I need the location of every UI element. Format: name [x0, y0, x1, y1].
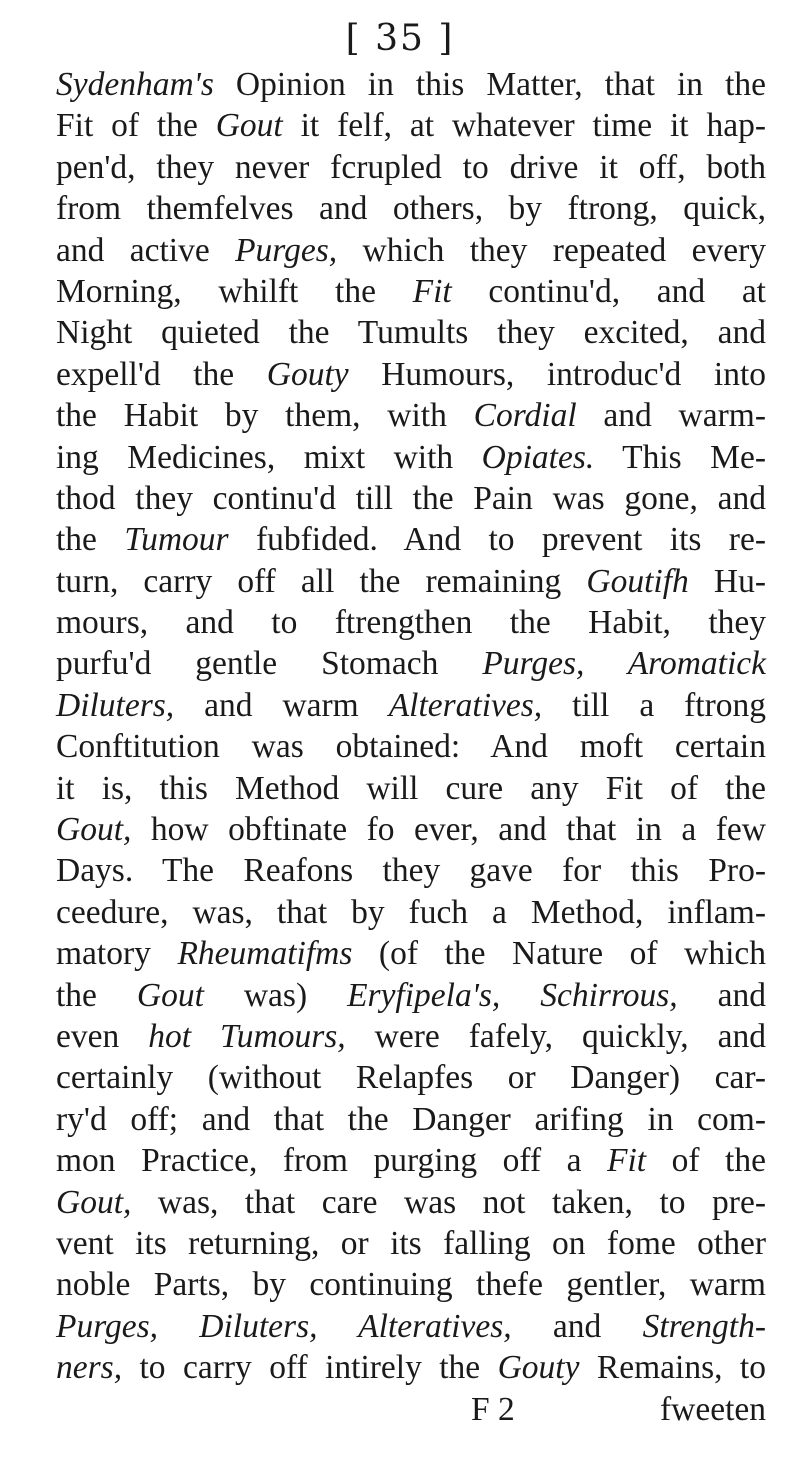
- italic-text: Gout,: [56, 811, 132, 849]
- text-segment: noble Parts, by continuing thefe gentler, warm: [56, 1266, 766, 1304]
- text-line: [56, 105, 766, 146]
- text-segment: mon Practice, from purging off a: [56, 1142, 608, 1180]
- italic-text: hot Tumours,: [148, 1017, 346, 1055]
- text-line: [56, 975, 766, 1016]
- text-segment: Conftitution was obtained: And moft certain: [56, 728, 766, 766]
- text-line: [56, 1223, 766, 1264]
- text-line: [56, 561, 766, 602]
- italic-text: Sydenham's: [56, 66, 214, 103]
- italic-text: Gouty: [266, 355, 349, 393]
- text-line: [56, 602, 766, 643]
- text-segment: from themfelves and others, by ftrong, quick,: [56, 190, 766, 228]
- text-segment: Hu-: [688, 562, 766, 600]
- text-segment: Fit of the: [56, 107, 216, 145]
- italic-text: Purges,: [235, 231, 338, 269]
- text-line: [56, 478, 766, 519]
- text-line: [56, 64, 766, 105]
- text-segment: continu'd, and at: [451, 272, 766, 310]
- italic-text: Eryfipela's, Schirrous,: [347, 976, 678, 1014]
- italic-text: ners,: [56, 1349, 123, 1387]
- text-segment: was, that care was not taken, to pre-: [131, 1183, 766, 1221]
- text-line: [56, 1140, 766, 1181]
- page-number: [ 35 ]: [345, 18, 455, 59]
- text-segment: till a ftrong: [542, 686, 766, 724]
- text-line: [56, 1016, 766, 1057]
- italic-text: Goutifh: [586, 562, 689, 600]
- text-segment: the: [56, 521, 125, 559]
- italic-text: Rheumatifms: [177, 935, 353, 973]
- text-segment: turn, carry off all the remaining: [56, 562, 587, 600]
- italic-text: Opiates.: [481, 438, 595, 476]
- text-segment: Morning, whilft the: [56, 272, 413, 310]
- text-segment: certainly (without Relapfes or Danger) car-: [56, 1059, 766, 1097]
- text-line: [56, 437, 766, 478]
- italic-text: Purges, Diluters, Alteratives,: [56, 1307, 512, 1345]
- text-line: [56, 685, 766, 726]
- text-segment: matory: [56, 935, 178, 973]
- text-segment: Humours, introduc'd into: [348, 355, 766, 393]
- italic-text: Gout: [136, 976, 204, 1014]
- text-line: [56, 1264, 766, 1305]
- text-line: [56, 230, 766, 271]
- footer-line: [56, 1389, 766, 1430]
- text-line: [56, 1347, 766, 1388]
- italic-text: Gout,: [56, 1183, 132, 1221]
- text-segment: Opinion in this Matter, that in the: [213, 66, 766, 103]
- catchword: fweeten: [659, 1390, 766, 1428]
- text-line: [56, 768, 766, 809]
- text-line: [56, 354, 766, 395]
- text-segment: which they repeated every: [337, 231, 766, 269]
- italic-text: Tumour: [124, 521, 229, 559]
- text-segment: thod they continu'd till the Pain was gone, and: [56, 479, 766, 517]
- text-segment: and warm: [174, 686, 389, 724]
- italic-text: Gout: [215, 107, 283, 145]
- text-line: [56, 1099, 766, 1140]
- italic-text: Cordial: [473, 397, 577, 435]
- text-segment: and: [511, 1307, 643, 1345]
- text-line: [56, 519, 766, 560]
- text-segment: and: [677, 976, 766, 1014]
- text-segment: mours, and to ftrengthen the Habit, they: [56, 604, 766, 642]
- text-segment: were fafely, quickly, and: [345, 1017, 766, 1055]
- text-segment: expell'd the: [56, 355, 267, 393]
- text-line: [56, 1182, 766, 1223]
- text-segment: fubfided. And to prevent its re-: [228, 521, 766, 559]
- text-segment: it is, this Method will cure any Fit of the: [56, 769, 766, 807]
- text-segment: of the: [646, 1142, 766, 1180]
- body-text: [56, 64, 766, 1430]
- text-line: [56, 850, 766, 891]
- text-line: [56, 1306, 766, 1347]
- text-segment: the Habit by them, with: [56, 397, 474, 435]
- text-line: [56, 809, 766, 850]
- text-segment: and warm-: [576, 397, 766, 435]
- text-segment: Night quieted the Tumults they excited, and: [56, 314, 766, 352]
- italic-text: Fit: [607, 1142, 647, 1180]
- text-segment: purfu'd gentle Stomach: [56, 645, 483, 683]
- text-line: [56, 1057, 766, 1098]
- text-segment: how obftinate fo ever, and that in a few: [131, 811, 766, 849]
- text-segment: to carry off intirely the: [122, 1349, 498, 1387]
- text-line: [56, 892, 766, 933]
- signature-mark: F 2: [471, 1390, 515, 1428]
- text-line: [56, 933, 766, 974]
- text-segment: was): [203, 976, 348, 1014]
- text-segment: even: [56, 1017, 149, 1055]
- text-line: [56, 147, 766, 188]
- text-segment: ing Medicines, mixt with: [56, 438, 482, 476]
- text-segment: it felf, at whatever time it hap-: [282, 107, 766, 145]
- italic-text: Fit: [412, 272, 452, 310]
- text-line: [56, 726, 766, 767]
- text-line: [56, 188, 766, 229]
- text-segment: (of the Nature of which: [352, 935, 767, 973]
- italic-text: Gouty: [497, 1349, 580, 1387]
- text-segment: Remains, to: [579, 1349, 766, 1387]
- text-line: [56, 271, 766, 312]
- text-segment: ceedure, was, that by fuch a Method, inflam-: [56, 893, 766, 931]
- italic-text: Alteratives,: [388, 686, 543, 724]
- text-segment: and active: [56, 231, 236, 269]
- text-segment: the: [56, 976, 137, 1014]
- italic-text: Diluters,: [56, 686, 175, 724]
- text-line: [56, 643, 766, 684]
- italic-text: Strength-: [642, 1307, 766, 1345]
- text-segment: Days. The Reafons they gave for this Pro-: [56, 852, 766, 890]
- italic-text: Purges, Aromatick: [482, 645, 767, 683]
- text-segment: This Me-: [594, 438, 766, 476]
- text-segment: vent its returning, or its falling on fome other: [56, 1224, 766, 1262]
- text-segment: ry'd off; and that the Danger arifing in com-: [56, 1100, 766, 1138]
- text-line: [56, 395, 766, 436]
- text-line: [56, 312, 766, 353]
- text-segment: pen'd, they never fcrupled to drive it off, both: [56, 148, 766, 186]
